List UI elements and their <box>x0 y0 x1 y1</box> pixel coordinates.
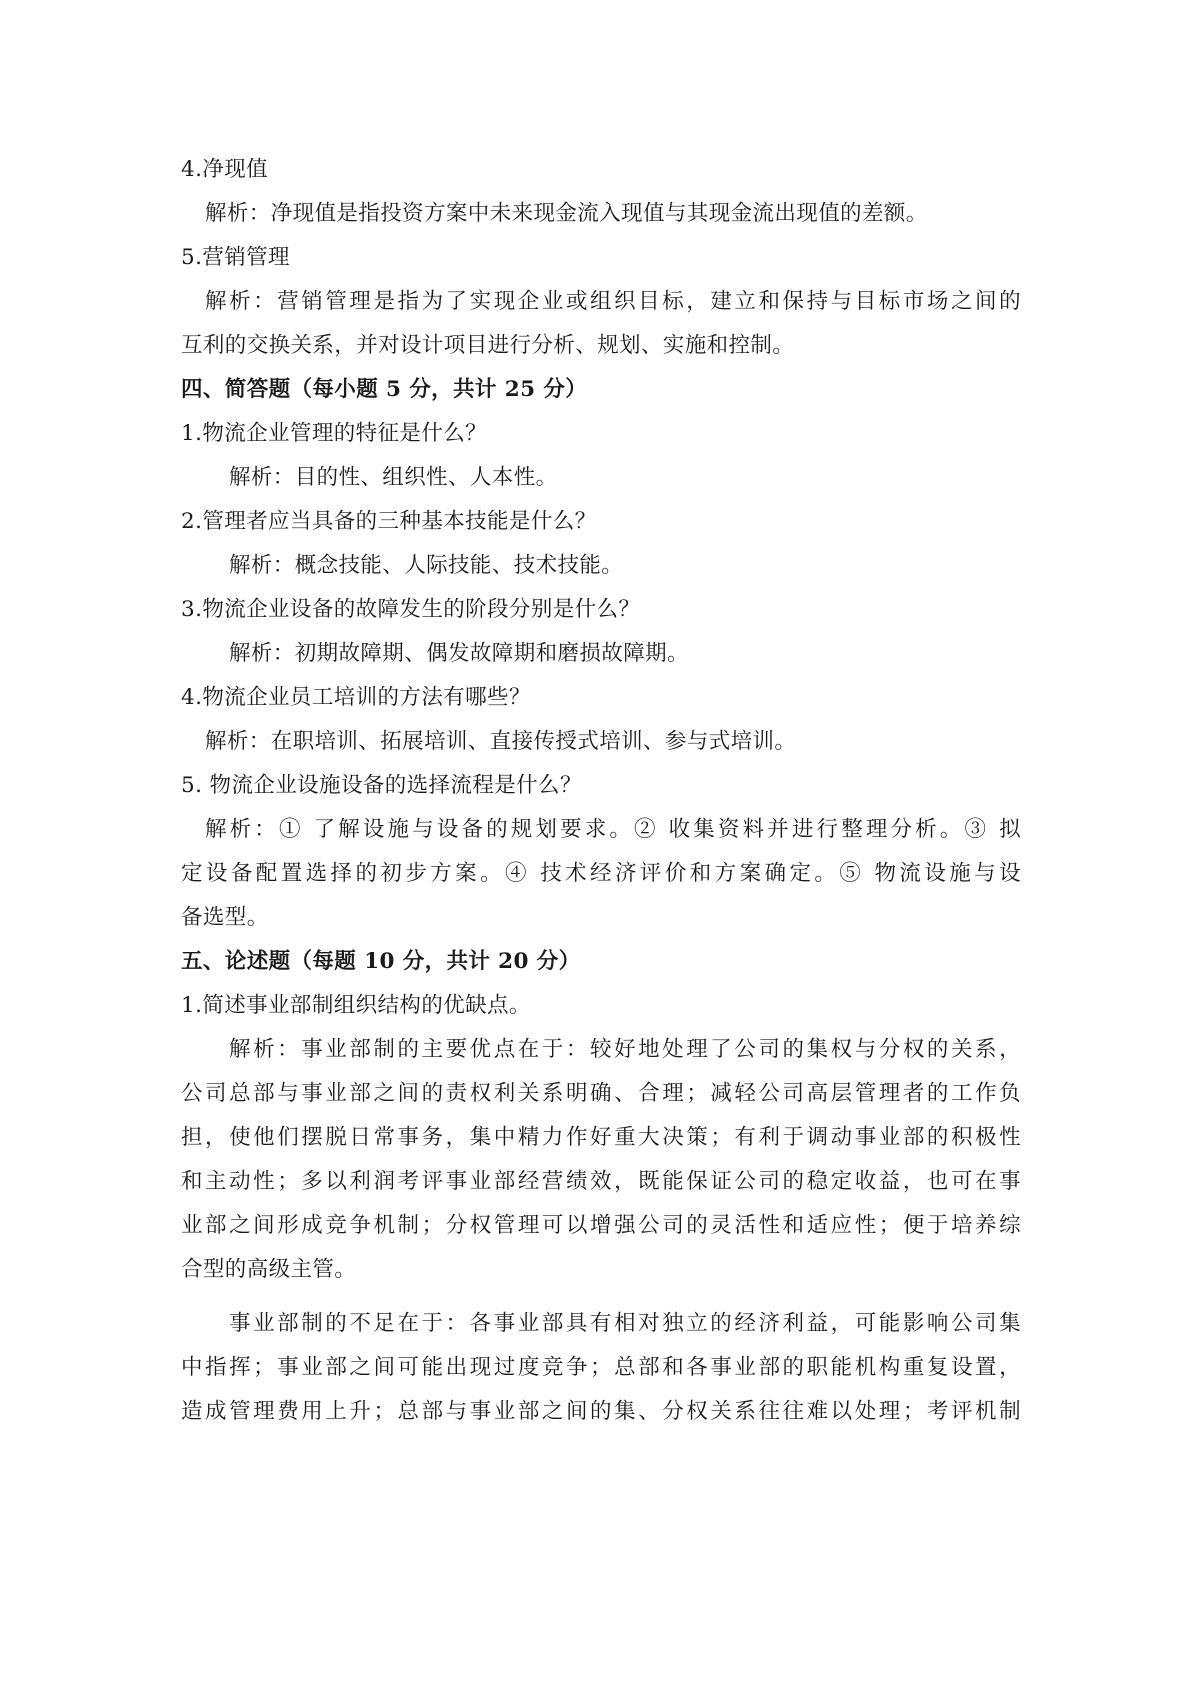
term-heading-marketing: 5.营销管理 <box>181 245 290 270</box>
answer-marketing-line1: 解析：营销管理是指为了实现企业或组织目标，建立和保持与目标市场之间的 <box>205 289 1021 314</box>
answer-npv: 解析：净现值是指投资方案中未来现金流入现值与其现金流出现值的差额。 <box>205 201 928 226</box>
essay-answer-line3: 担，使他们摆脱日常事务，集中精力作好重大决策；有利于调动事业部的积极性 <box>181 1125 1021 1150</box>
essay-answer-line6: 合型的高级主管。 <box>181 1257 357 1282</box>
question-2: 2.管理者应当具备的三种基本技能是什么？ <box>181 509 597 534</box>
answer-1: 解析：目的性、组织性、人本性。 <box>229 465 558 490</box>
question-5: 5. 物流企业设施设备的选择流程是什么？ <box>181 773 582 798</box>
answer-5-line1: 解析：① 了解设施与设备的规划要求。② 收集资料并进行整理分析。③ 拟 <box>205 817 1021 842</box>
essay-answer-line2: 公司总部与事业部之间的责权利关系明确、合理；减轻公司高层管理者的工作负 <box>181 1081 1021 1106</box>
question-3: 3.物流企业设备的故障发生的阶段分别是什么？ <box>181 597 641 622</box>
essay-disadvantage-line2: 中指挥；事业部之间可能出现过度竞争；总部和各事业部的职能机构重复设置， <box>181 1355 1021 1380</box>
section-heading-short-answer: 四、简答题（每小题 5 分，共计 25 分） <box>181 377 588 402</box>
answer-4: 解析：在职培训、拓展培训、直接传授式培训、参与式培训。 <box>205 729 797 754</box>
essay-answer-line1: 解析：事业部制的主要优点在于：较好地处理了公司的集权与分权的关系， <box>229 1037 1021 1062</box>
answer-2: 解析：概念技能、人际技能、技术技能。 <box>229 553 624 578</box>
essay-answer-line4: 和主动性；多以利润考评事业部经营绩效，既能保证公司的稳定收益，也可在事 <box>181 1169 1021 1194</box>
question-1: 1.物流企业管理的特征是什么？ <box>181 421 488 446</box>
answer-3: 解析：初期故障期、偶发故障期和磨损故障期。 <box>229 641 689 666</box>
answer-marketing-line2: 互利的交换关系，并对设计项目进行分析、规划、实施和控制。 <box>181 333 795 358</box>
essay-answer-line5: 业部之间形成竞争机制；分权管理可以增强公司的灵活性和适应性；便于培养综 <box>181 1213 1021 1238</box>
answer-5-line2: 定设备配置选择的初步方案。④ 技术经济评价和方案确定。⑤ 物流设施与设 <box>181 861 1021 886</box>
essay-question-1: 1.简述事业部制组织结构的优缺点。 <box>181 993 531 1018</box>
term-heading-npv: 4.净现值 <box>181 157 269 182</box>
essay-disadvantage-line1: 事业部制的不足在于：各事业部具有相对独立的经济利益，可能影响公司集 <box>229 1311 1021 1336</box>
section-heading-essay: 五、论述题（每题 10 分，共计 20 分） <box>181 949 581 974</box>
answer-5-line3: 备选型。 <box>181 905 269 930</box>
question-4: 4.物流企业员工培训的方法有哪些？ <box>181 685 531 710</box>
essay-disadvantage-line3: 造成管理费用上升；总部与事业部之间的集、分权关系往往难以处理；考评机制 <box>181 1399 1021 1424</box>
